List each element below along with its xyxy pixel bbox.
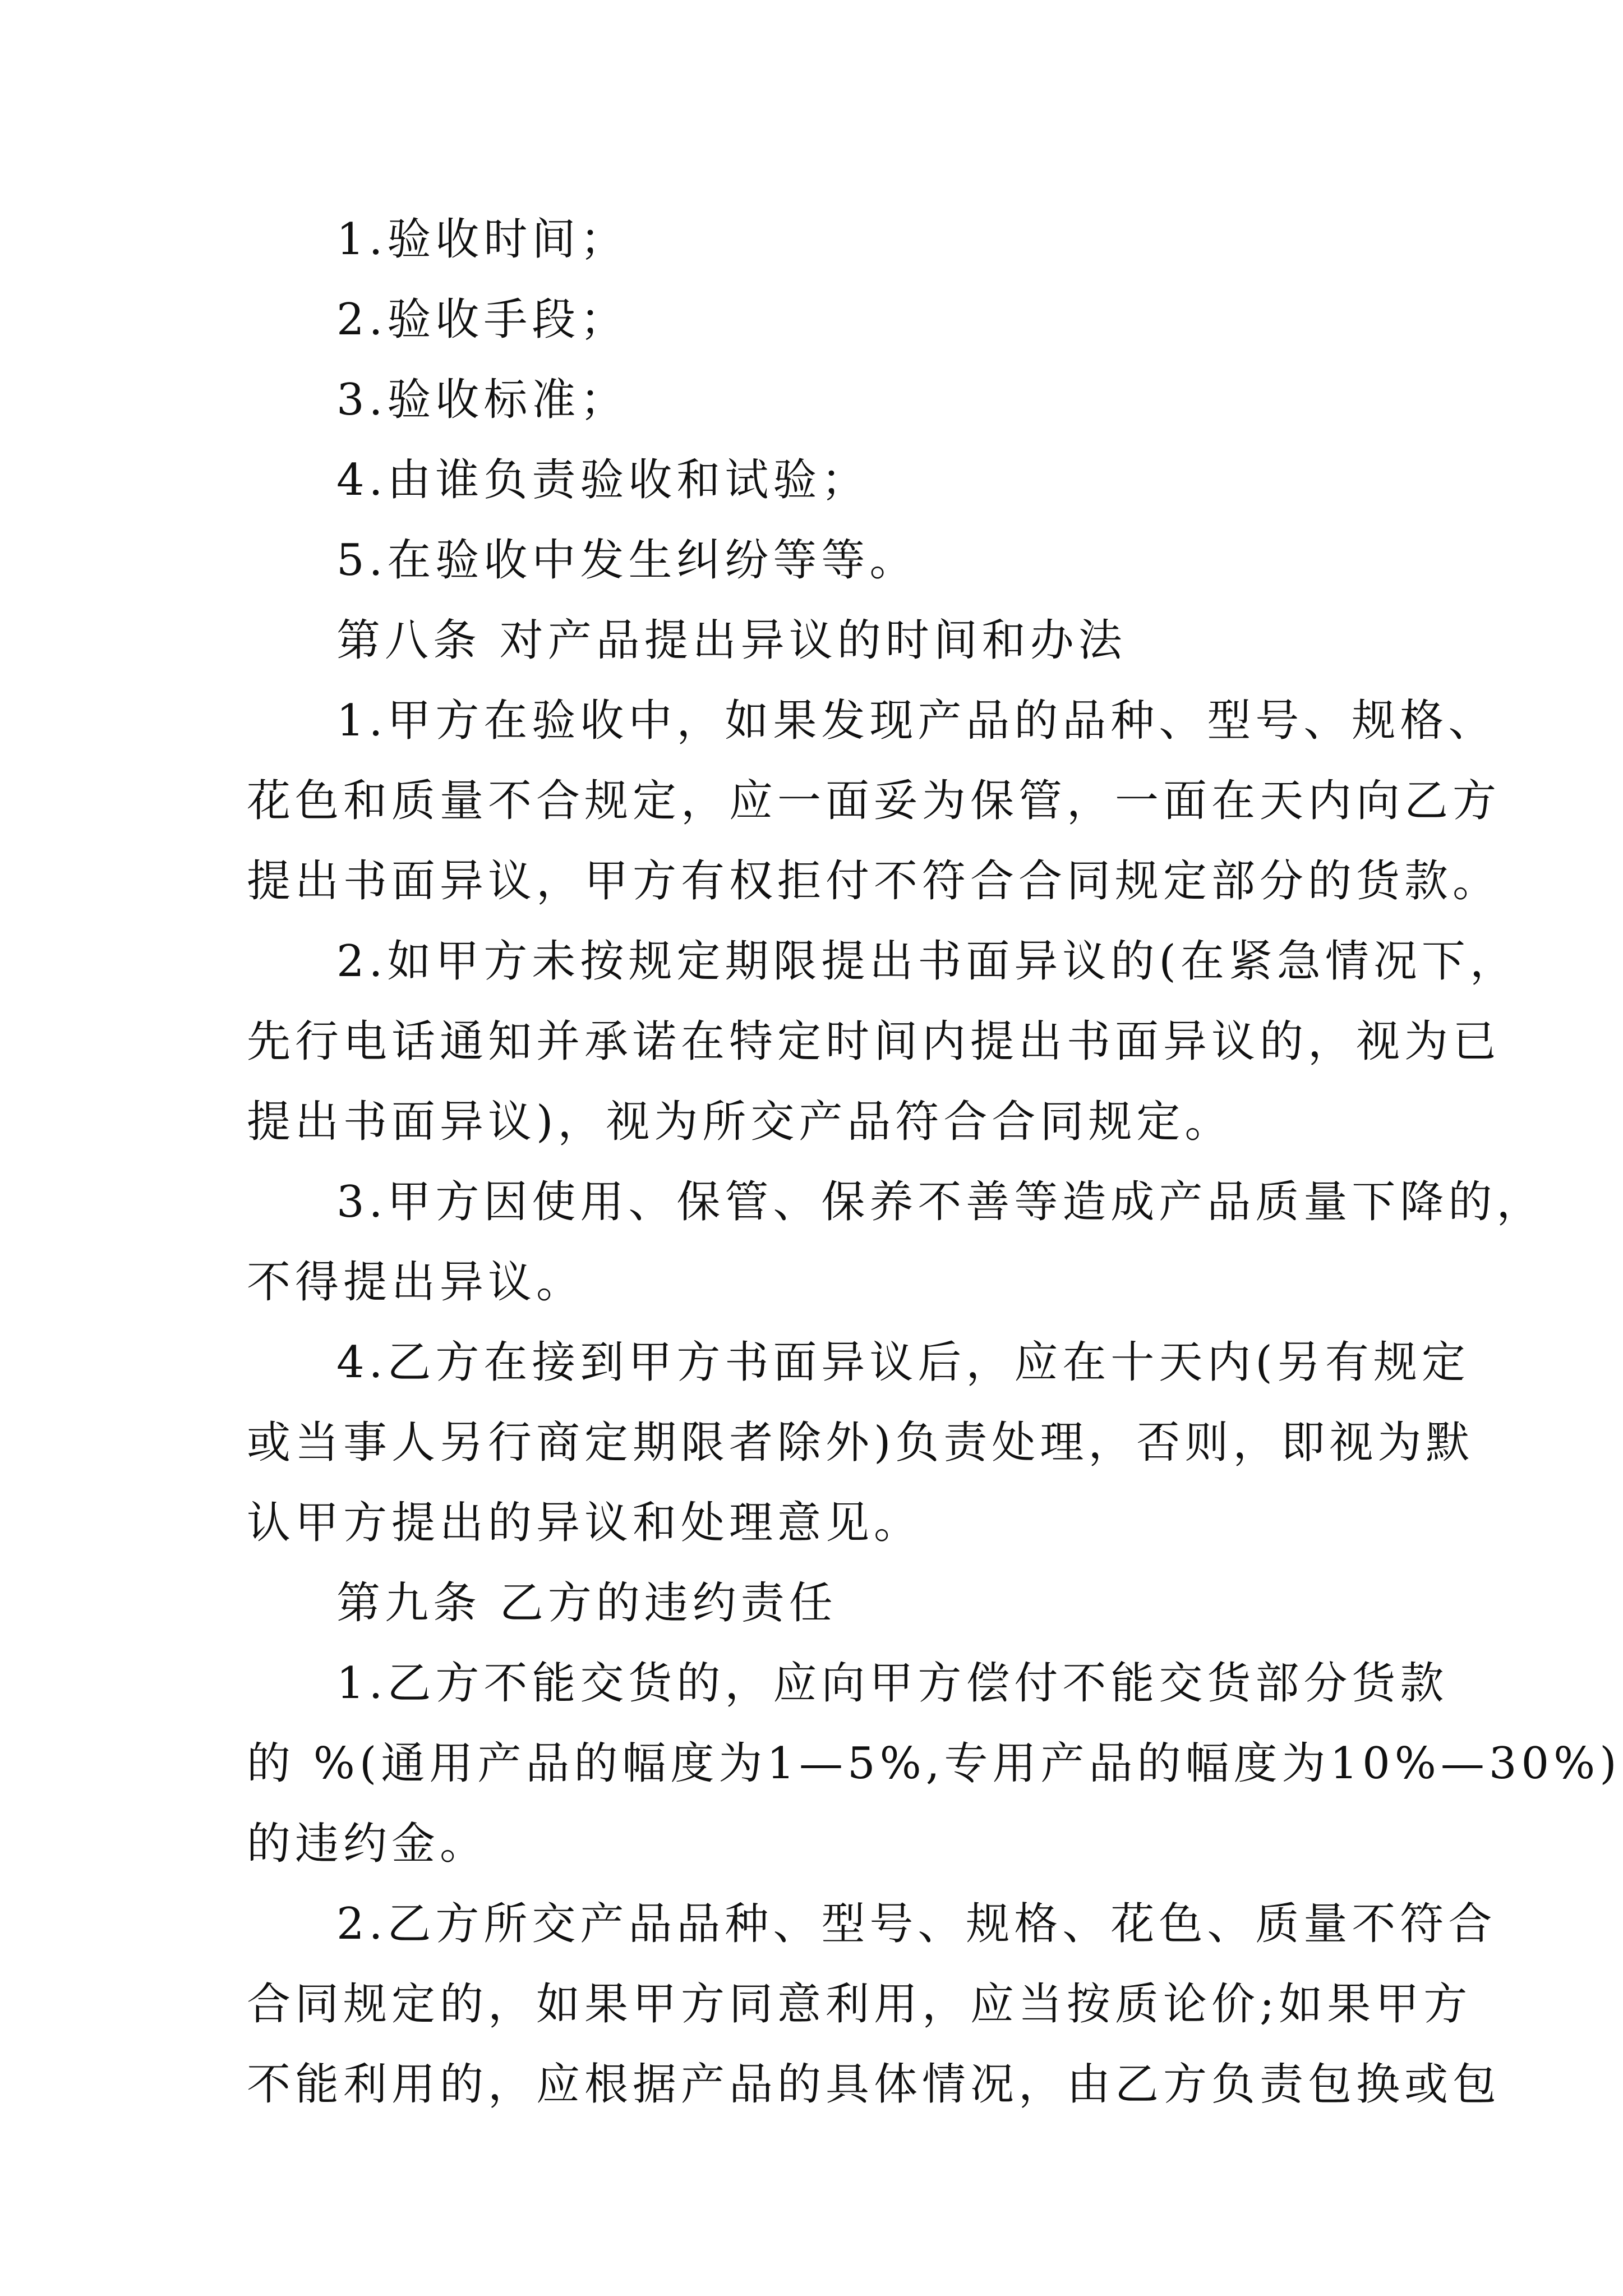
text-line: 2.乙方所交产品品种、型号、规格、花色、质量不符合	[336, 1899, 1497, 1949]
article-eight-clause-4	[247, 1323, 1474, 1563]
text-line: 4.乙方在接到甲方书面异议后，应在十天内(另有规定	[336, 1337, 1470, 1388]
text-line: 的 %(通用产品的幅度为1—5%,专用产品的幅度为10%—30%)	[247, 1738, 1621, 1789]
list-item: 5.在验收中发生纠纷等等。	[336, 535, 918, 586]
document-body	[247, 200, 1621, 2125]
text-line: 先行电话通知并承诺在特定时间内提出书面异议的，视为已	[247, 1016, 1501, 1067]
article-eight-clause-3	[247, 1162, 1545, 1323]
article-eight-clause-1	[247, 681, 1501, 922]
text-line: 1.甲方在验收中，如果发现产品的品种、型号、规格、	[336, 696, 1497, 746]
text-line: 2.如甲方未按规定期限提出书面异议的(在紧急情况下，	[336, 936, 1518, 987]
article-nine-clause-2	[247, 1884, 1501, 2125]
text-line: 1.乙方不能交货的，应向甲方偿付不能交货部分货款	[336, 1658, 1449, 1709]
list-item: 1.验收时间；	[336, 214, 629, 265]
text-line: 提出书面异议)，视为所交产品符合合同规定。	[247, 1097, 1233, 1147]
text-line: 提出书面异议，甲方有权拒付不符合合同规定部分的货款。	[247, 856, 1501, 907]
text-line: 3.甲方因使用、保管、保养不善等造成产品质量下降的，	[336, 1177, 1545, 1227]
list-item: 4.由谁负责验收和试验；	[336, 455, 870, 505]
article-nine-clause-1	[247, 1644, 1621, 1884]
text-line: 花色和质量不合规定，应一面妥为保管，一面在天内向乙方	[247, 776, 1501, 826]
list-item: 3.验收标准；	[336, 375, 629, 425]
list-item: 2.验收手段；	[336, 295, 629, 345]
text-line: 不能利用的，应根据产品的具体情况，由乙方负责包换或包	[247, 2059, 1501, 2110]
article-nine-title: 第九条 乙方的违约责任	[336, 1578, 837, 1628]
text-line: 或当事人另行商定期限者除外)负责处理，否则，即视为默	[247, 1418, 1474, 1468]
text-line: 合同规定的，如果甲方同意利用，应当按质论价;如果甲方	[247, 1979, 1472, 2030]
text-line: 不得提出异议。	[247, 1257, 585, 1308]
article-eight-clause-2	[247, 922, 1518, 1162]
article-eight-title: 第八条 对产品提出异议的时间和办法	[336, 615, 1127, 666]
text-line: 的违约金。	[247, 1819, 488, 1869]
text-line: 认甲方提出的异议和处理意见。	[247, 1498, 923, 1548]
